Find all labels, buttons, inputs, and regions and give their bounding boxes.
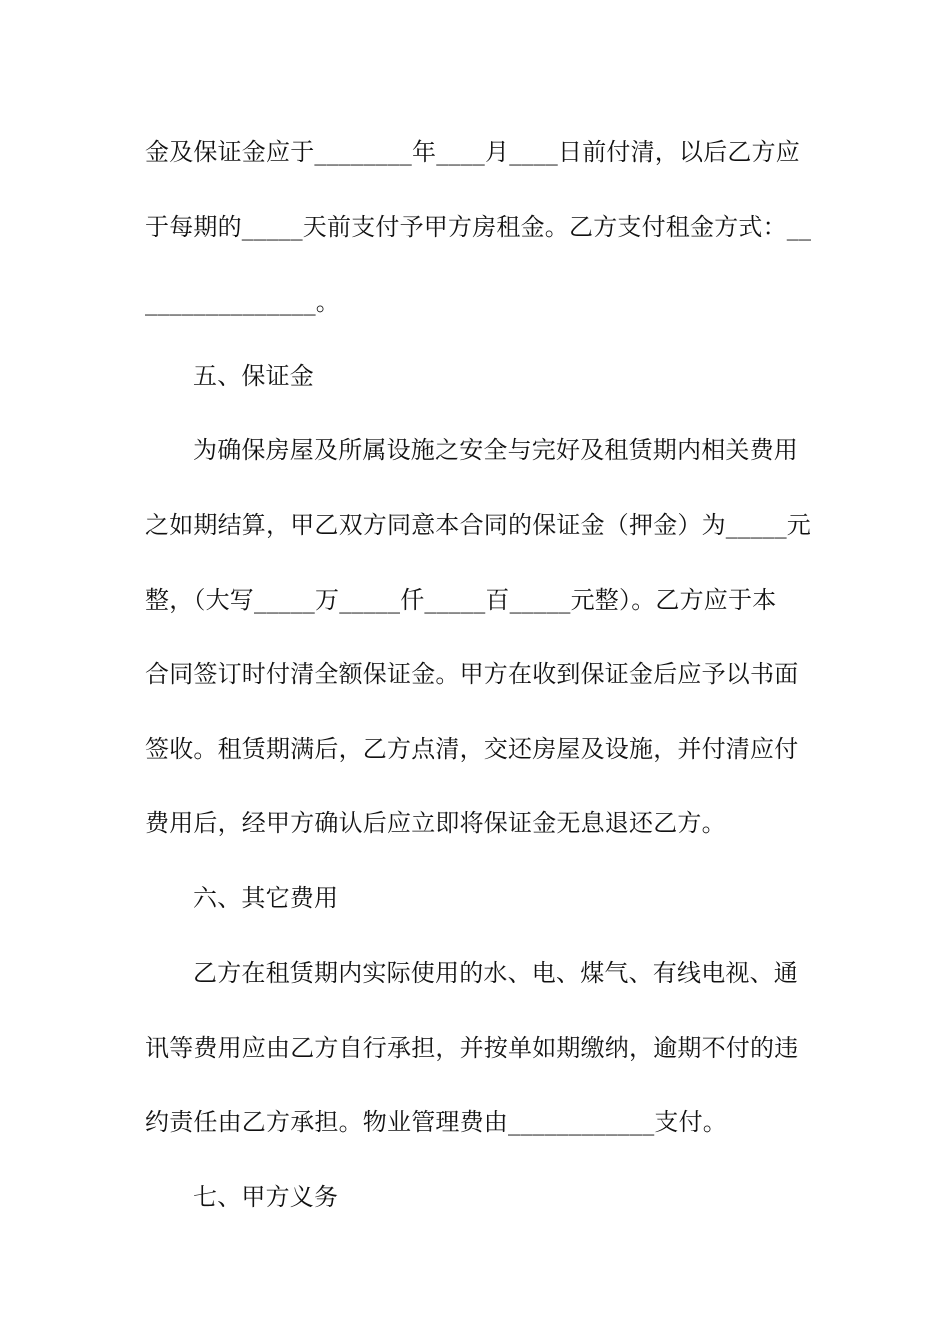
section-heading: 七、甲方义务 bbox=[193, 1183, 339, 1211]
paragraph-line: 约责任由乙方承担。物业管理费由____________支付。 bbox=[145, 1108, 727, 1136]
paragraph-line: ______________。 bbox=[145, 288, 340, 316]
section-heading: 五、保证金 bbox=[193, 362, 314, 390]
paragraph-line: 整，（大写_____万_____仟_____百_____元整）。乙方应于本 bbox=[145, 586, 777, 614]
paragraph-line: 为确保房屋及所属设施之安全与完好及租赁期内相关费用 bbox=[193, 436, 798, 464]
paragraph-line: 于每期的_____天前支付予甲方房租金。乙方支付租金方式：__ bbox=[145, 213, 812, 241]
paragraph-line: 金及保证金应于________年____月____日前付清，以后乙方应 bbox=[145, 138, 800, 166]
paragraph-line: 乙方在租赁期内实际使用的水、电、煤气、有线电视、通 bbox=[193, 959, 798, 987]
paragraph-line: 讯等费用应由乙方自行承担，并按单如期缴纳，逾期不付的违 bbox=[145, 1034, 799, 1062]
paragraph-line: 合同签订时付清全额保证金。甲方在收到保证金后应予以书面 bbox=[145, 660, 799, 688]
section-heading: 六、其它费用 bbox=[193, 884, 339, 912]
paragraph-line: 之如期结算，甲乙双方同意本合同的保证金（押金）为_____元 bbox=[145, 511, 811, 539]
paragraph-line: 签收。租赁期满后，乙方点清，交还房屋及设施，并付清应付 bbox=[145, 735, 799, 763]
paragraph-line: 费用后，经甲方确认后应立即将保证金无息退还乙方。 bbox=[145, 809, 726, 837]
